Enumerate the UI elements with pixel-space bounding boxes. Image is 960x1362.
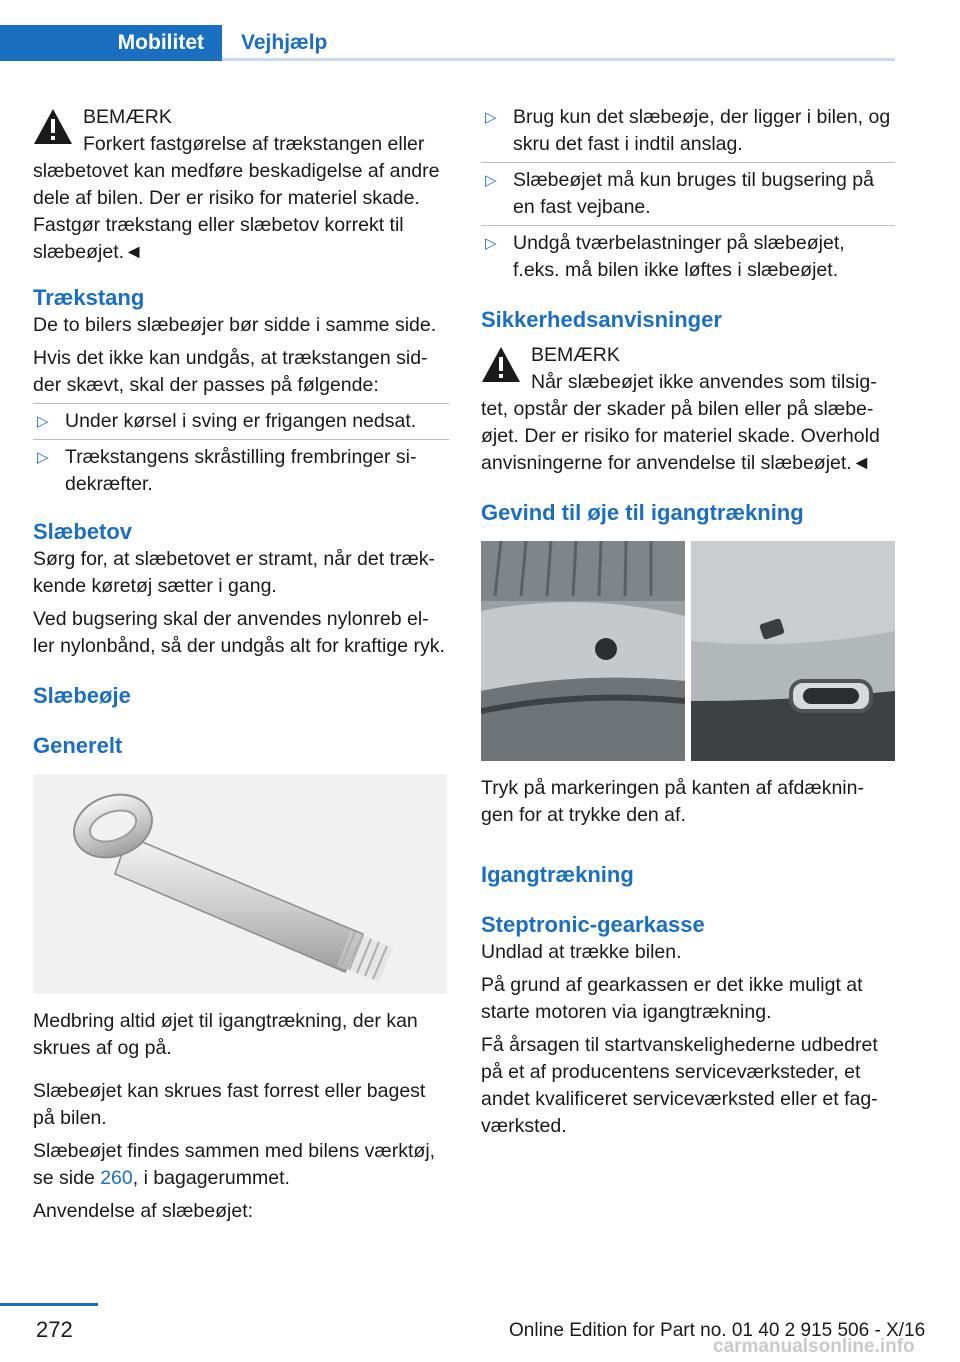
left-column: [33, 104, 449, 1225]
paragraph: Hvis det ikke kan undgås, at trækstangen sid-der skævt, skal der passes på følgende:: [33, 347, 428, 396]
warning-title: BEMÆRK: [83, 106, 172, 128]
rear-bumper-photo: [691, 541, 895, 761]
divider: [481, 225, 895, 226]
subheading-steptronic: Steptronic-gearkasse: [481, 912, 705, 937]
paragraph: Få årsagen til startvanskelighederne udbedret på et af producentens serviceværksteder, et andet kvalificeret serviceværksted eller et fag-værksted.: [481, 1034, 878, 1137]
divider: [481, 162, 895, 163]
paragraph: Ved bugsering skal der anvendes nylonreb el-ler nylonbånd, så der undgås alt for kraftige ryk.: [33, 608, 445, 657]
heading-slaebetov: Slæbetov: [33, 519, 133, 544]
tow-eye-illustration: [33, 774, 447, 994]
front-bumper-photo: [481, 541, 685, 761]
edition-text: Online Edition for Part no. 01 40 2 915 506 - X/16: [509, 1320, 926, 1341]
text: , i bagagerummet.: [132, 1167, 290, 1189]
warning-triangle-icon: [481, 345, 521, 385]
heading-gevind: Gevind til øje til igangtrækning: [481, 500, 804, 525]
list-item-text: Undgå tværbelastninger på slæbeøjet, f.eks. må bilen ikke løftes i slæbeøjet.: [513, 232, 845, 281]
tab-mobilitet[interactable]: [0, 25, 222, 61]
heading-sikkerhed: Sikkerhedsanvisninger: [481, 307, 722, 332]
paragraph: Slæbeøjet kan skrues fast forrest eller bagest på bilen.: [33, 1080, 426, 1129]
tab-mobilitet-label: Mobilitet: [117, 31, 204, 54]
divider: [33, 439, 449, 440]
watermark: carmanualsonline.info: [713, 1336, 915, 1357]
warning-text-first: Forkert fastgørelse af trækstangen eller: [83, 133, 425, 155]
list-item: [481, 104, 895, 158]
image-caption: Tryk på markeringen på kanten af afdæknin-gen for at trykke den af.: [481, 777, 864, 826]
paragraph: [33, 1138, 449, 1192]
subheading-generelt: Generelt: [33, 733, 123, 758]
triangle-bullet-icon: ▷: [485, 235, 497, 252]
divider: [33, 403, 449, 404]
list-item: [481, 230, 895, 284]
paragraph: De to bilers slæbeøjer bør sidde i samme side.: [33, 314, 437, 336]
paragraph: Sørg for, at slæbetovet er stramt, når det træk-kende køretøj sætter i gang.: [33, 548, 436, 597]
heading-traekstang: Trækstang: [33, 285, 145, 310]
right-column: [481, 104, 895, 1140]
warning-title: BEMÆRK: [531, 344, 620, 366]
paragraph: På grund af gearkassen er det ikke muligt at starte motoren via igangtrækning.: [481, 974, 863, 1023]
warning-text-rest: slæbetovet kan medføre beskadigelse af andre dele af bilen. Der er risiko for materiel skade. Fastgør trækstang eller slæbetov korrekt til slæbeøjet.◄: [33, 160, 440, 263]
list-item: [33, 444, 449, 498]
triangle-bullet-icon: ▷: [37, 449, 49, 466]
list-item-text: Trækstangens skråstilling frembringer si-dekræfter.: [65, 446, 417, 495]
image-caption: Medbring altid øjet til igangtrækning, der kan skrues af og på.: [33, 1010, 418, 1059]
list-item: [481, 167, 895, 221]
text: Slæbeøjet findes sammen med bilens værktøj, se side: [33, 1140, 436, 1189]
warning-triangle-icon: [33, 107, 73, 147]
list-item: [33, 408, 449, 435]
list-item-text: Brug kun det slæbeøje, der ligger i bilen, og skru det fast i indtil anslag.: [513, 106, 891, 155]
warning-text-first: Når slæbeøjet ikke anvendes som tilsig-: [531, 371, 877, 393]
list-item-text: Under kørsel i sving er frigangen nedsat.: [65, 410, 417, 432]
triangle-bullet-icon: ▷: [37, 413, 49, 430]
heading-igangtraekning: Igangtrækning: [481, 862, 634, 887]
heading-slaeboje: Slæbeøje: [33, 683, 131, 708]
tow-eye-image: [33, 774, 447, 994]
triangle-bullet-icon: ▷: [485, 109, 497, 126]
footer-rule: [0, 1303, 98, 1306]
warning-box-2: [481, 342, 895, 477]
warning-box-1: [33, 104, 449, 266]
page-link[interactable]: 260: [100, 1167, 133, 1189]
page-number: 272: [36, 1317, 73, 1342]
tab-vejhjaelp[interactable]: Vejhjælp: [241, 31, 328, 54]
warning-text-rest: tet, opstår der skader på bilen eller på slæbe-øjet. Der er risiko for materiel skade. Overhold anvisningerne for anvendelse til slæbeøjet.◄: [481, 398, 880, 474]
bumper-images: [481, 541, 895, 761]
list-item-text: Slæbeøjet må kun bruges til bugsering på en fast vejbane.: [513, 169, 874, 218]
triangle-bullet-icon: ▷: [485, 172, 497, 189]
paragraph: Undlad at trække bilen.: [481, 941, 682, 963]
paragraph: Anvendelse af slæbeøjet:: [33, 1200, 254, 1222]
